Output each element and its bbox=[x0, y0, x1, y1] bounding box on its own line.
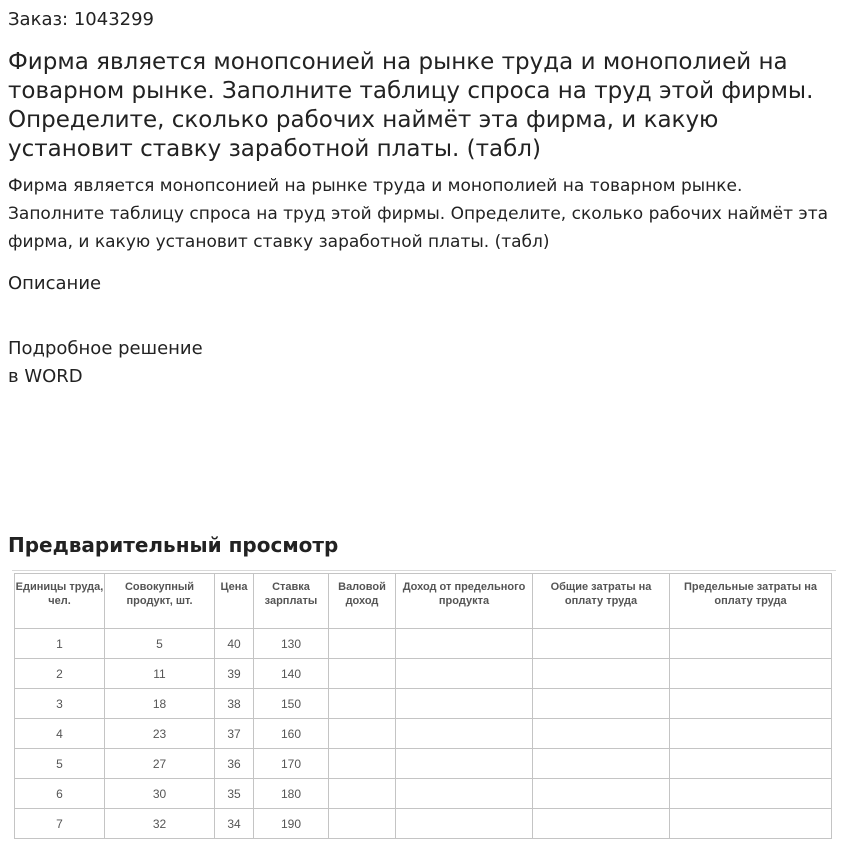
column-header: Общие затраты на оплату труда bbox=[533, 574, 670, 629]
table-cell bbox=[670, 749, 832, 779]
table-cell bbox=[533, 689, 670, 719]
table-cell: 38 bbox=[215, 689, 254, 719]
table-cell: 160 bbox=[254, 719, 329, 749]
table-cell: 11 bbox=[105, 659, 215, 689]
description-label: Описание bbox=[8, 273, 102, 294]
table-cell bbox=[329, 809, 396, 839]
table-cell bbox=[533, 809, 670, 839]
table-cell bbox=[670, 719, 832, 749]
table-row bbox=[15, 629, 832, 659]
column-header: Ставка зарплаты bbox=[254, 574, 329, 629]
table-row bbox=[15, 689, 832, 719]
solution-line-2: в WORD bbox=[8, 366, 83, 387]
table-cell: 7 bbox=[15, 809, 105, 839]
table-cell: 3 bbox=[15, 689, 105, 719]
task-description: Фирма является монопсонией на рынке труда и монополией на товарном рынке. Заполните таблицу спроса на труд этой фирмы. Определите, сколько рабочих наймёт эта фирма, и какую установит ставку заработной платы. (табл) bbox=[8, 176, 829, 252]
table-cell: 1 bbox=[15, 629, 105, 659]
table-cell: 40 bbox=[215, 629, 254, 659]
column-header: Доход от предельного продукта bbox=[396, 574, 533, 629]
order-line bbox=[8, 9, 154, 30]
table-cell bbox=[329, 749, 396, 779]
table-cell bbox=[396, 629, 533, 659]
table-cell bbox=[533, 629, 670, 659]
labor-demand-table bbox=[14, 573, 832, 839]
table-cell: 5 bbox=[15, 749, 105, 779]
table-row bbox=[15, 659, 832, 689]
table-cell: 170 bbox=[254, 749, 329, 779]
table-cell: 2 bbox=[15, 659, 105, 689]
table-cell: 30 bbox=[105, 779, 215, 809]
table-cell bbox=[533, 659, 670, 689]
table-cell bbox=[533, 719, 670, 749]
column-header: Валовой доход bbox=[329, 574, 396, 629]
table-cell bbox=[670, 629, 832, 659]
order-number: 1043299 bbox=[73, 9, 155, 30]
column-header: Цена bbox=[215, 574, 254, 629]
column-header: Предельные затраты на оплату труда bbox=[670, 574, 832, 629]
table-cell: 27 bbox=[105, 749, 215, 779]
table-cell: 34 bbox=[215, 809, 254, 839]
table-cell bbox=[533, 779, 670, 809]
column-header: Единицы труда, чел. bbox=[15, 574, 105, 629]
table-cell: 35 bbox=[215, 779, 254, 809]
table-row bbox=[15, 809, 832, 839]
table-cell: 180 bbox=[254, 779, 329, 809]
table-header-row bbox=[15, 574, 832, 629]
table-row bbox=[15, 719, 832, 749]
table-cell: 32 bbox=[105, 809, 215, 839]
table-cell bbox=[329, 689, 396, 719]
table-cell: 39 bbox=[215, 659, 254, 689]
table-row bbox=[15, 779, 832, 809]
table-cell bbox=[329, 779, 396, 809]
table-cell bbox=[329, 629, 396, 659]
table-cell bbox=[396, 809, 533, 839]
table-cell bbox=[329, 719, 396, 749]
solution-line-1: Подробное решение bbox=[8, 338, 203, 359]
table-cell bbox=[396, 659, 533, 689]
table-cell bbox=[670, 779, 832, 809]
table-cell: 140 bbox=[254, 659, 329, 689]
table-cell bbox=[396, 779, 533, 809]
table-cell bbox=[396, 719, 533, 749]
preview-image bbox=[12, 570, 836, 837]
solution-info bbox=[8, 335, 203, 391]
table-cell bbox=[329, 659, 396, 689]
table-cell: 6 bbox=[15, 779, 105, 809]
table-cell: 190 bbox=[254, 809, 329, 839]
table-cell bbox=[670, 659, 832, 689]
table-cell bbox=[396, 689, 533, 719]
table-cell: 36 bbox=[215, 749, 254, 779]
table-cell: 37 bbox=[215, 719, 254, 749]
column-header: Совокупный продукт, шт. bbox=[105, 574, 215, 629]
table-cell: 5 bbox=[105, 629, 215, 659]
table-cell: 130 bbox=[254, 629, 329, 659]
table-cell: 4 bbox=[15, 719, 105, 749]
table-cell bbox=[670, 689, 832, 719]
table-cell: 23 bbox=[105, 719, 215, 749]
table-cell: 18 bbox=[105, 689, 215, 719]
table-cell bbox=[533, 749, 670, 779]
page-title: Фирма является монопсонией на рынке труда и монополией на товарном рынке. Заполните таблицу спроса на труд этой фирмы. Определите, сколько рабочих наймёт эта фирма, и какую установит ставку заработной платы. (табл) bbox=[8, 49, 814, 162]
table-cell bbox=[396, 749, 533, 779]
table-cell: 150 bbox=[254, 689, 329, 719]
table-row bbox=[15, 749, 832, 779]
order-label: Заказ: bbox=[8, 9, 69, 30]
table-cell bbox=[670, 809, 832, 839]
preview-heading: Предварительный просмотр bbox=[8, 533, 339, 557]
